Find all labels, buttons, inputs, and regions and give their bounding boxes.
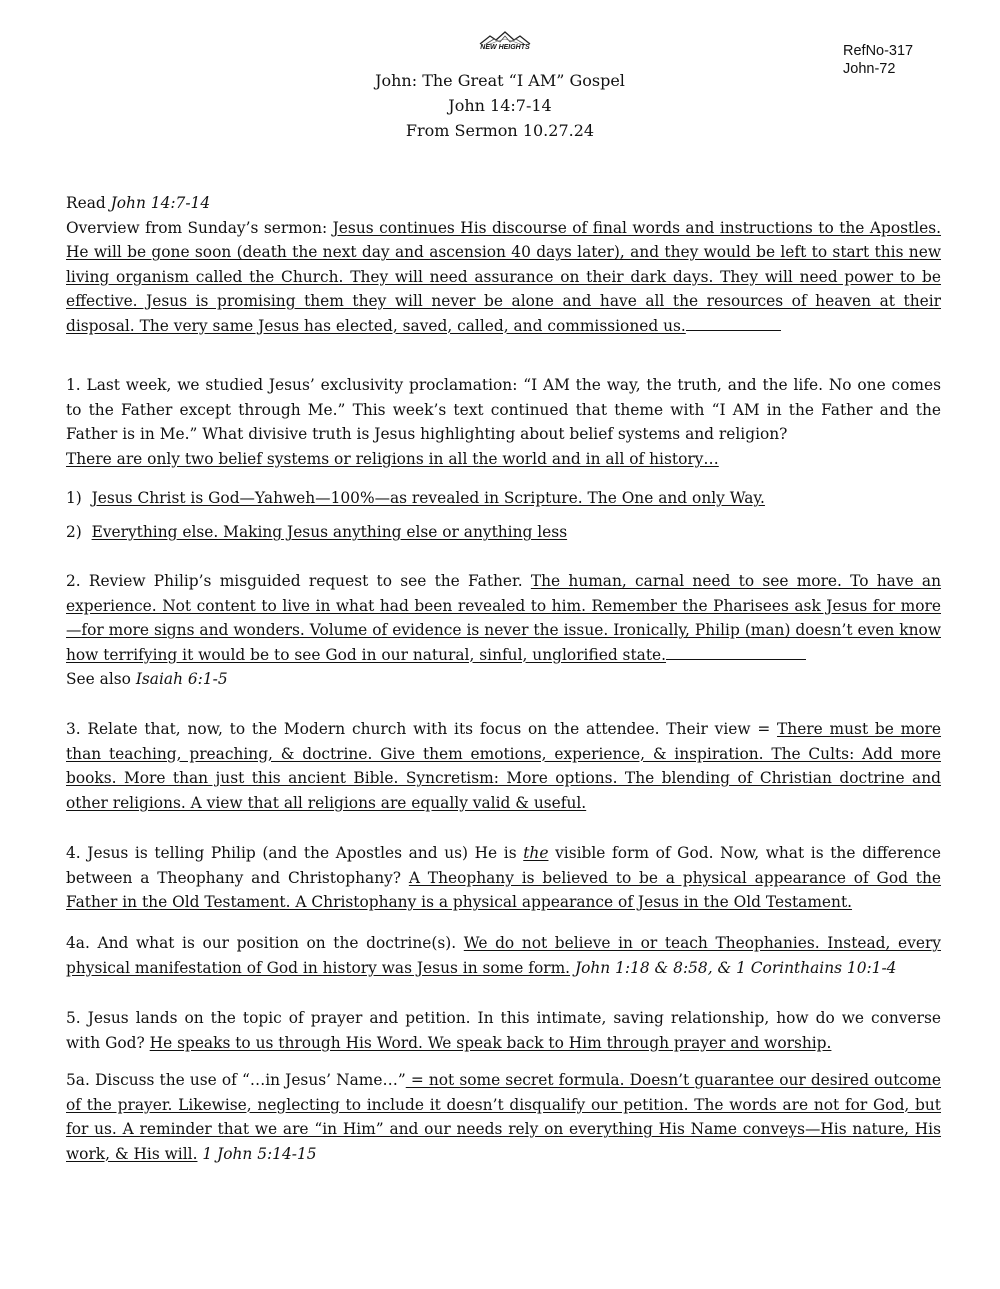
question-4-text-cont: visible form of God. Now, what is the difference between a Theophany and Christophany?: [66, 844, 941, 887]
list-item: [66, 520, 567, 544]
list-item-number: 2): [66, 523, 82, 541]
title-block: [200, 68, 800, 143]
question-5-answer: He speaks to us through His Word. We speak back to Him through prayer and worship.: [149, 1033, 832, 1052]
question-4-answer: A Theophany is believed to be a physical appearance of God the Father in the Old Testament. A Christophany is a physical appearance of Jesus in the Old Testament.: [66, 868, 941, 911]
overview-label: Overview from Sunday’s sermon:: [66, 218, 333, 237]
question-4a-answer: We do not believe in or teach Theophanies. Instead, every physical manifestation of God in history was Jesus in some form.: [66, 934, 941, 977]
page-title: John: The Great “I AM” Gospel: [375, 71, 625, 90]
question-5a-text: 5a. Discuss the use of “…in Jesus’ Name…”: [66, 1071, 406, 1089]
overview-section: [66, 191, 941, 338]
question-3-text: 3. Relate that, now, to the Modern church with its focus on the attendee. Their view =: [66, 720, 778, 738]
see-also-label: See also: [66, 670, 136, 688]
question-1-answer: There are only two belief systems or religions in all the world and in all of history…: [66, 449, 719, 468]
question-5a-answer: = not some secret formula. Doesn’t guarantee our desired outcome of the prayer. Likewise, neglecting to include it doesn’t disqualify our petition. The words are not for God, but for us. A reminder that we are “in Him” and our needs rely on everything His Name conveys—His nature, His work, & His will.: [66, 1071, 941, 1163]
list-item-text: Everything else. Making Jesus anything else or anything less: [91, 523, 568, 541]
list-item: [66, 486, 765, 510]
question-4: [66, 841, 941, 915]
church-logo: [474, 30, 536, 64]
logo-text: NEW HEIGHTS: [480, 44, 530, 51]
question-5: [66, 1006, 941, 1055]
question-3: [66, 717, 941, 815]
question-1: [66, 373, 941, 471]
question-4a-text: 4a. And what is our position on the doctrine(s).: [66, 934, 464, 952]
question-4a: [66, 931, 941, 980]
question-4a-refs: John 1:18 & 8:58, & 1 Corinthains 10:1-4: [570, 958, 897, 977]
answer-line: [686, 315, 781, 331]
read-ref: John 14:7-14: [110, 194, 211, 212]
ref-code: John-72: [843, 61, 896, 77]
question-5-text: 5. Jesus lands on the topic of prayer and petition. In this intimate, saving relationship, how do we converse with God?: [66, 1009, 941, 1052]
answer-line: [666, 644, 806, 660]
question-3-answer: There must be more than teaching, preaching, & doctrine. Give them emotions, experience, & inspiration. The Cults: Add more books. More than just this ancient Bible. Syncretism: More options. The blending of Christian doctrine and other religions. A view that all religions are equally valid & useful.: [66, 720, 941, 812]
sermon-date: From Sermon 10.27.24: [405, 121, 595, 140]
reference-block: [843, 42, 913, 78]
read-label: Read: [66, 194, 111, 212]
list-item-number: 1): [66, 489, 82, 507]
question-5a: [66, 1068, 941, 1166]
list-item-text: Jesus Christ is God—Yahweh—100%—as revealed in Scripture. The One and only Way.: [91, 489, 765, 507]
see-also-ref: Isaiah 6:1-5: [135, 670, 228, 688]
overview-answer: Jesus continues His discourse of final words and instructions to the Apostles. He will be gone soon (death the next day and ascension 40 days later), and they would be left to start this new living organism called the Church. They will need assurance on their dark days. They will need power to be effective. Jesus is promising them they will never be alone and have all the resources of heaven at their disposal. The very same Jesus has elected, saved, called, and commissioned us.: [66, 218, 941, 335]
question-1-text: 1. Last week, we studied Jesus’ exclusivity proclamation: “I AM the way, the truth, and the life. No one comes to the Father except through Me.” This week’s text continued that theme with “I AM in the Father and the Father is in Me.” What divisive truth is Jesus highlighting about belief systems and religion?: [66, 376, 941, 443]
question-4-emphasis: the: [523, 844, 549, 862]
question-5a-ref: 1 John 5:14-15: [197, 1144, 317, 1163]
passage: John 14:7-14: [448, 96, 552, 115]
question-2-text: 2. Review Philip’s misguided request to see the Father.: [66, 572, 531, 590]
question-4-text: 4. Jesus is telling Philip (and the Apostles and us) He is: [66, 844, 524, 862]
question-2: [66, 569, 941, 692]
question-2-answer: The human, carnal need to see more. To have an experience. Not content to live in what had been revealed to him. Remember the Pharisees ask Jesus for more—for more signs and wonders. Volume of evidence is never the issue. Ironically, Philip (man) doesn’t even know how terrifying it would be to see God in our natural, sinful, unglorified state.: [66, 572, 941, 664]
ref-number: RefNo-317: [843, 43, 914, 59]
